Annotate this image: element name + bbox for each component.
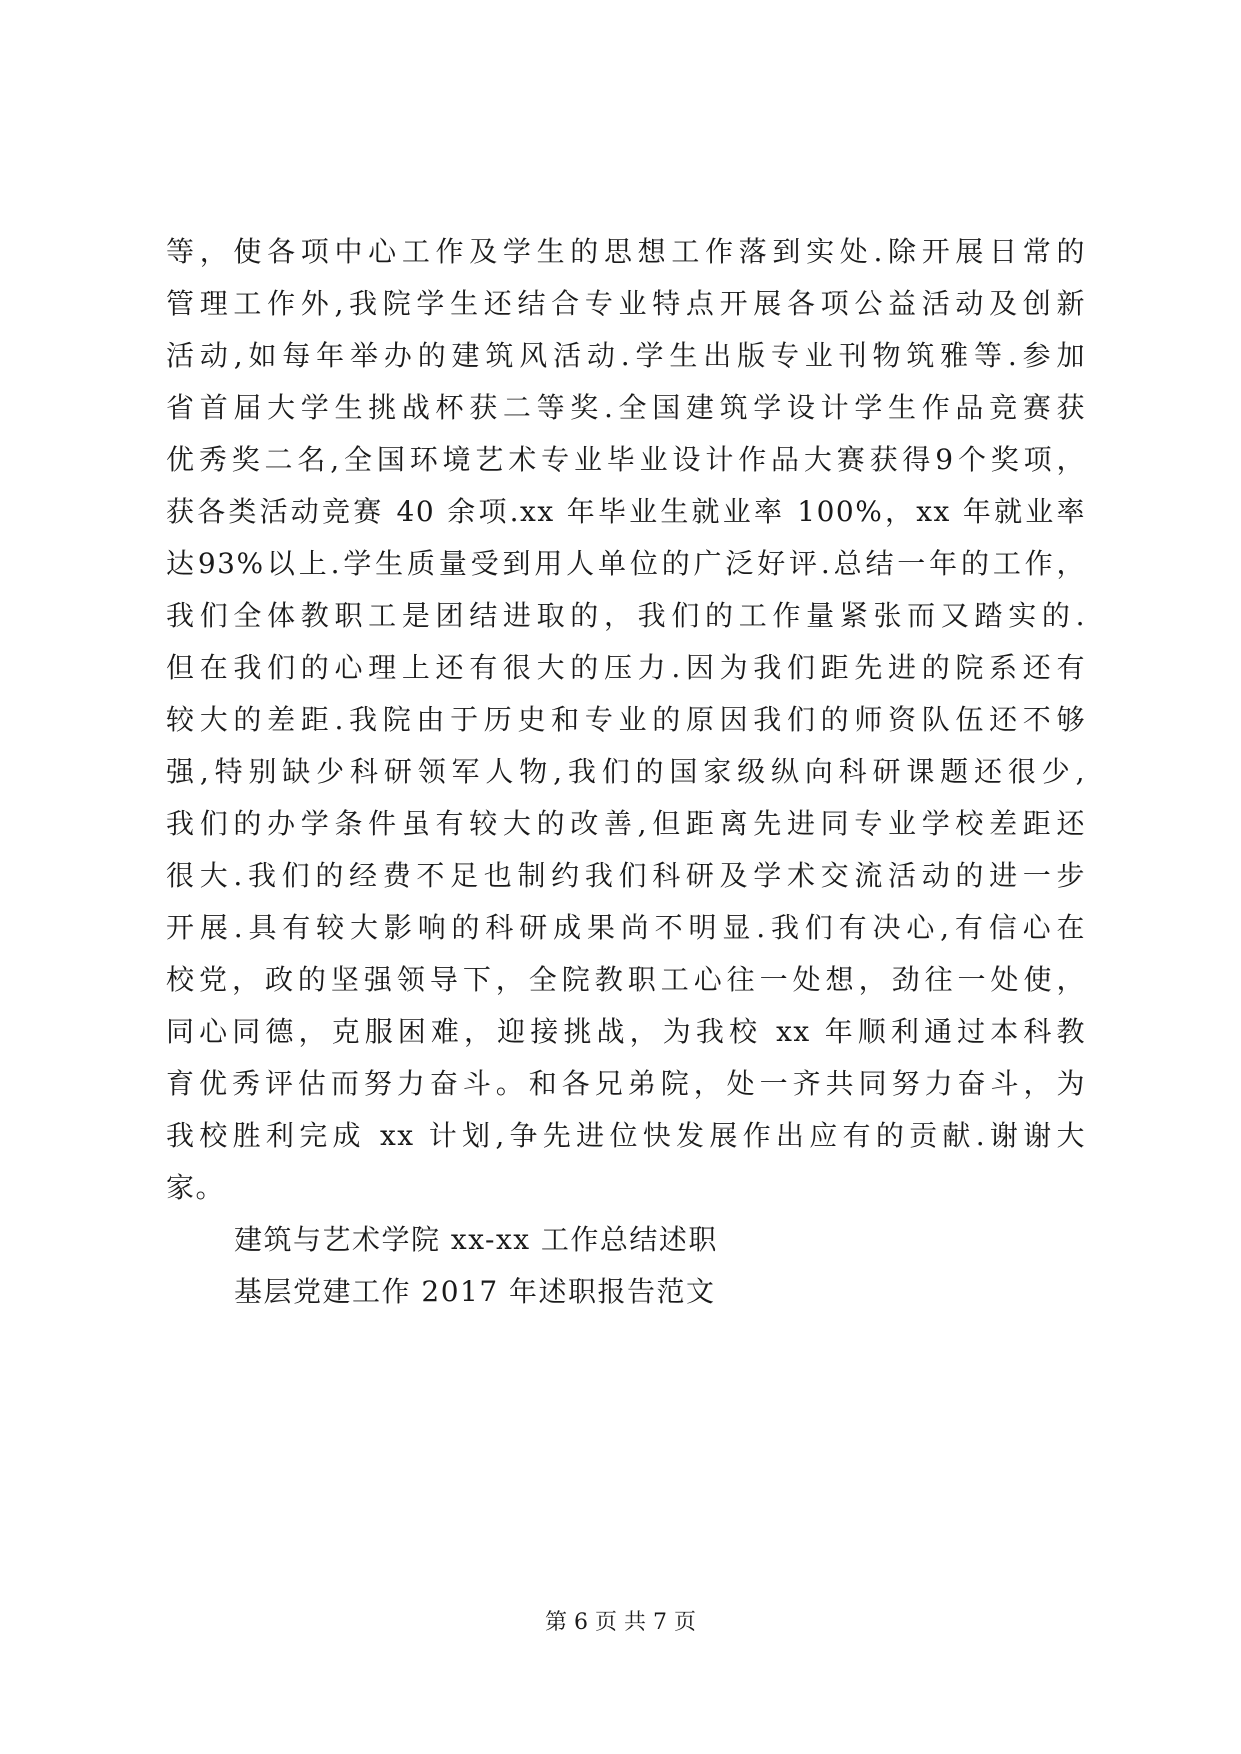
paragraph-line: 我们全体教职工是团结进取的，我们的工作量紧张而又踏实的.: [166, 599, 1086, 632]
paragraph-line: 等，使各项中心工作及学生的思想工作落到实处.除开展日常的: [166, 235, 1086, 268]
related-title-1: 建筑与艺术学院 xx-xx 工作总结述职: [234, 1223, 718, 1256]
paragraph-line: 开展.具有较大影响的科研成果尚不明显.我们有决心,有信心在: [166, 911, 1086, 944]
paragraph-line: 强,特别缺少科研领军人物,我们的国家级纵向科研课题还很少,: [166, 755, 1086, 788]
paragraph-line: 同心同德，克服困难，迎接挑战，为我校 xx 年顺利通过本科教: [166, 1015, 1086, 1048]
paragraph-line: 省首届大学生挑战杯获二等奖.全国建筑学设计学生作品竞赛获: [166, 391, 1086, 424]
paragraph-line: 家。: [166, 1171, 226, 1204]
page-number-footer: 第 6 页 共 7 页: [545, 1610, 696, 1635]
paragraph-line: 管理工作外,我院学生还结合专业特点开展各项公益活动及创新: [166, 287, 1086, 320]
paragraph-line: 我校胜利完成 xx 计划,争先进位快发展作出应有的贡献.谢谢大: [166, 1119, 1086, 1152]
related-title-2: 基层党建工作 2017 年述职报告范文: [234, 1275, 716, 1308]
paragraph-line: 较大的差距.我院由于历史和专业的原因我们的师资队伍还不够: [166, 703, 1086, 736]
body-text: [166, 226, 1086, 1318]
paragraph-line: 育优秀评估而努力奋斗。和各兄弟院，处一齐共同努力奋斗，为: [166, 1067, 1086, 1100]
paragraph-line: 获各类活动竞赛 40 余项.xx 年毕业生就业率 100%，xx 年就业率: [166, 495, 1086, 528]
paragraph-line: 达93%以上.学生质量受到用人单位的广泛好评.总结一年的工作，: [166, 547, 1086, 580]
paragraph-line: 优秀奖二名,全国环境艺术专业毕业设计作品大赛获得9个奖项，: [166, 443, 1086, 476]
paragraph-line: 校党，政的坚强领导下，全院教职工心往一处想，劲往一处使，: [166, 963, 1086, 996]
paragraph-line: 我们的办学条件虽有较大的改善,但距离先进同专业学校差距还: [166, 807, 1086, 840]
paragraph-line: 活动,如每年举办的建筑风活动.学生出版专业刊物筑雅等.参加: [166, 339, 1086, 372]
paragraph-line: 很大.我们的经费不足也制约我们科研及学术交流活动的进一步: [166, 859, 1086, 892]
paragraph-line: 但在我们的心理上还有很大的压力.因为我们距先进的院系还有: [166, 651, 1086, 684]
